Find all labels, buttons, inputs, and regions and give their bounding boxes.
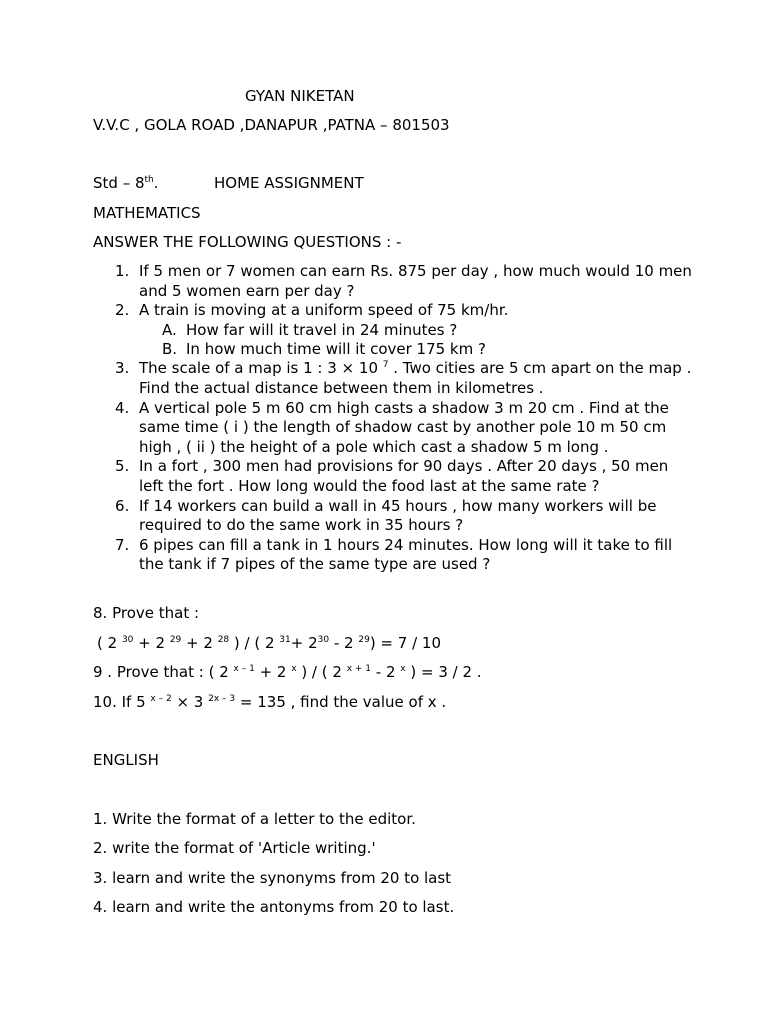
question-item bbox=[93, 262, 693, 301]
question-8-label: 8. Prove that : bbox=[93, 604, 200, 622]
question-item bbox=[93, 497, 693, 536]
exponent: 7 bbox=[382, 360, 389, 371]
question-text: A vertical pole 5 m 60 cm high casts a shadow 3 m 20 cm . Find at the same time ( i ) the length of shadow cast by another pole 10 m 50 cm high , ( ii ) the height of a pole which cast a shadow 5 m long . bbox=[139, 398, 669, 456]
school-address: V.V.C , GOLA ROAD ,DANAPUR ,PATNA – 801503 bbox=[93, 116, 450, 134]
question-number: 3. bbox=[115, 359, 130, 378]
question-8-equation: ( 2 $^{30}$ + 2 $^{29}$ + 2 $^{28}$ ) / ( 2 $^{31}+ 2^{30} - 2$ $^{29}$) = 7 / 10 bbox=[97, 634, 441, 652]
sub-question-list bbox=[139, 321, 693, 360]
sub-question-text: In how much time will it cover 175 km ? bbox=[186, 340, 486, 359]
question-number: 5. bbox=[115, 457, 130, 476]
english-item: 1. Write the format of a letter to the editor. bbox=[93, 810, 416, 828]
question-text: If 5 men or 7 women can earn Rs. 875 per day , how much would 10 men and 5 women earn per day ? bbox=[139, 262, 692, 300]
sub-question-text: How far will it travel in 24 minutes ? bbox=[186, 320, 458, 339]
subject-heading-math: MATHEMATICS bbox=[93, 204, 201, 222]
english-item: 4. learn and write the antonyms from 20 to last. bbox=[93, 898, 455, 916]
sub-question-item bbox=[162, 321, 693, 340]
class-period: . bbox=[153, 174, 159, 192]
question-text: If 14 workers can build a wall in 45 hours , how many workers will be required to do the same work in 35 hours ? bbox=[139, 496, 657, 535]
question-text: A train is moving at a uniform speed of 75 km/hr. bbox=[139, 301, 509, 320]
sub-question-item bbox=[162, 340, 693, 359]
sub-question-number: A. bbox=[162, 320, 177, 339]
question-text: The scale of a map is 1 : 3 × 10 $^7$ . Two cities are 5 cm apart on the map . Find the actual distance between them in kilometres . bbox=[139, 359, 692, 397]
school-name: GYAN NIKETAN bbox=[245, 87, 355, 105]
english-item: 2. write the format of 'Article writing.' bbox=[93, 839, 376, 857]
english-item: 3. learn and write the synonyms from 20 to last bbox=[93, 869, 452, 887]
class-suffix: th bbox=[144, 175, 154, 185]
assignment-title: HOME ASSIGNMENT bbox=[214, 174, 364, 192]
question-number: 4. bbox=[115, 398, 130, 417]
class-label: Std – 8 bbox=[93, 174, 145, 192]
question-text: In a fort , 300 men had provisions for 90 days . After 20 days , 50 men left the fort . How long would the food last at the same rate ? bbox=[139, 457, 669, 495]
question-number: 6. bbox=[115, 496, 130, 515]
question-9: 9 . Prove that : ( 2 $^{x - 1}$ + 2 $^x$ ) / ( 2 $^{x + 1}$ - 2 $^x$ ) = 3 / 2 . bbox=[93, 663, 482, 681]
math-question-list bbox=[93, 262, 693, 575]
question-item bbox=[93, 457, 693, 496]
sub-question-number: B. bbox=[162, 340, 178, 359]
question-item bbox=[93, 536, 693, 575]
question-text: 6 pipes can fill a tank in 1 hours 24 minutes. How long will it take to fill the tank if 7 pipes of the same type are used ? bbox=[139, 535, 673, 574]
subject-heading-english: ENGLISH bbox=[93, 751, 159, 769]
question-number: 7. bbox=[115, 535, 130, 554]
instruction-text: ANSWER THE FOLLOWING QUESTIONS : - bbox=[93, 233, 402, 251]
question-item bbox=[93, 399, 693, 458]
question-10: 10. If 5 $^{x - 2}$ × 3 $^{2x - 3}$ = 135 , find the value of x . bbox=[93, 693, 447, 711]
question-item bbox=[93, 359, 693, 398]
question-number: 1. bbox=[115, 262, 130, 280]
question-number: 2. bbox=[115, 301, 130, 320]
question-item bbox=[93, 301, 693, 359]
class-line bbox=[93, 174, 364, 193]
